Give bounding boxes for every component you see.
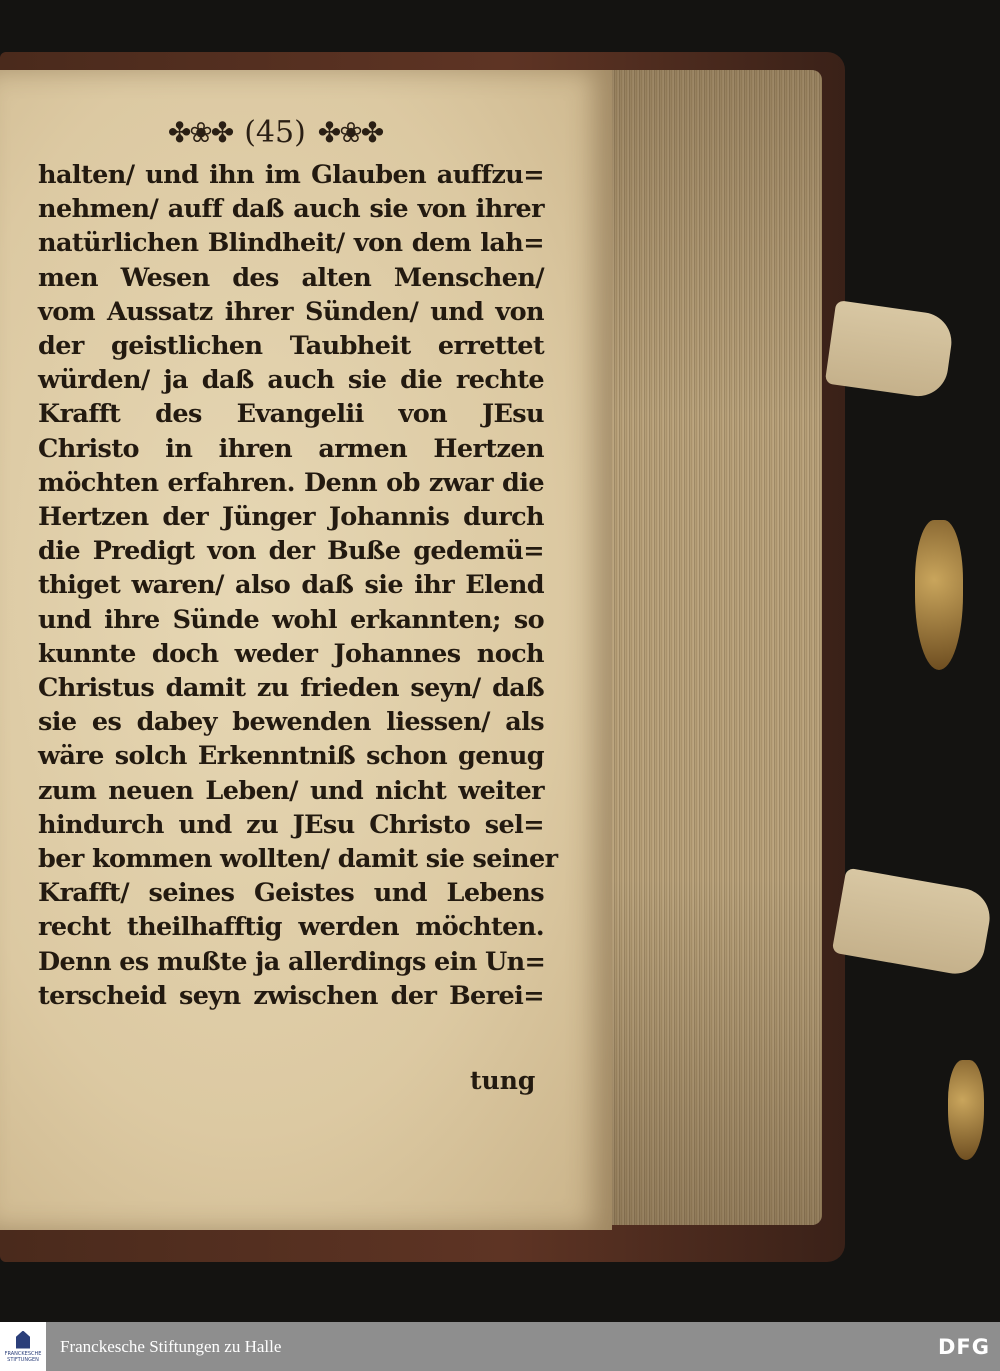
text-line: Hertzen der Jünger Johannis durch [38,502,544,533]
text-line: die Predigt von der Buße gedemü= [38,536,544,567]
text-line: terscheid seyn zwischen der Berei= [38,980,544,1011]
text-line: und ihre Sünde wohl erkannten; so [38,604,544,635]
dfg-logo[interactable]: DFG [937,1334,990,1359]
text-line: halten/ und ihn im Glauben auffzu= [38,160,544,190]
text-line: vom Aussatz ihrer Sünden/ und von [38,296,544,327]
clasp-metal-lower [948,1060,984,1160]
clasp-strap-upper [825,300,956,400]
text-line: natürlichen Blindheit/ von dem lah= [38,228,544,259]
text-line: recht theilhafftig werden möchten. [38,912,544,943]
text-line: men Wesen des alten Menschen/ [38,262,544,293]
page-text [38,158,558,1013]
institution-logo[interactable] [0,1322,46,1371]
ornament-left: ✤❀✤ [167,115,233,149]
text-line: Krafft des Evangelii von JEsu [38,399,544,430]
text-line: möchten erfahren. Denn ob zwar die [38,467,544,498]
logo-text: FRANCKESCHE STIFTUNGEN [4,1350,42,1363]
text-line: nehmen/ auff daß auch sie von ihrer [38,194,544,225]
clasp-metal-upper [915,520,963,670]
text-line: Krafft/ seines Geistes und Lebens [38,878,544,909]
page-number: (45) [244,114,306,150]
text-line: würden/ ja daß auch sie die rechte [38,365,544,396]
page-header [160,112,390,152]
footer-bar [0,1322,1000,1371]
text-line: kunnte doch weder Johannes noch [38,638,544,669]
page-edges [600,70,822,1225]
text-line: zum neuen Leben/ und nicht weiter [38,775,544,806]
clasp-strap-lower [832,868,995,979]
catchword: tung [470,1066,536,1095]
text-line: thiget waren/ also daß sie ihr Elend [38,570,544,601]
text-line: wäre solch Erkenntniß schon genug [38,741,544,772]
building-icon [16,1331,30,1349]
text-line: hindurch und zu JEsu Christo sel= [38,809,544,840]
text-line: Denn es mußte ja allerdings ein Un= [38,946,546,977]
text-line: Christus damit zu frieden seyn/ daß [38,673,544,704]
text-line: der geistlichen Taubheit errettet [38,331,544,362]
text-line: sie es dabey bewenden liessen/ als [38,707,544,738]
text-line: ber kommen wollten/ damit sie seiner [38,844,558,875]
ornament-right: ✤❀✤ [317,115,383,149]
footer-title: Franckesche Stiftungen zu Halle [60,1336,282,1356]
text-line: Christo in ihren armen Hertzen [38,433,544,464]
